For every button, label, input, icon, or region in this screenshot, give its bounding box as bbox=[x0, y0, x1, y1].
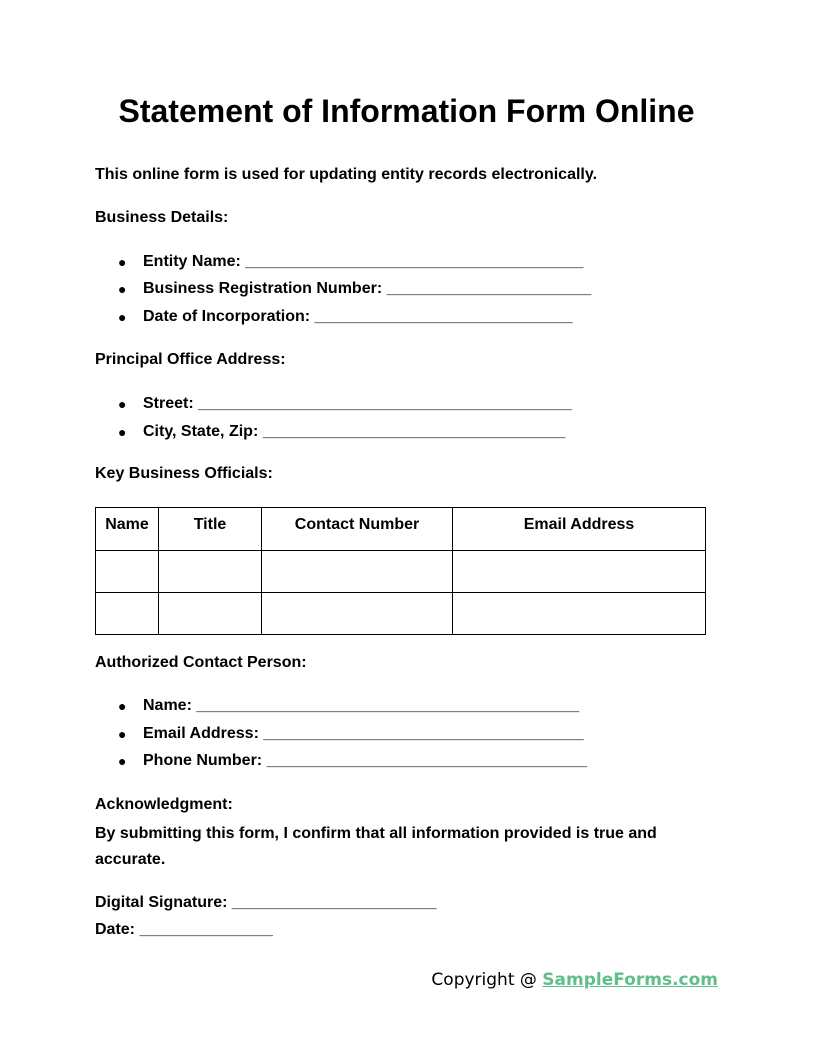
page-title: Statement of Information Form Online bbox=[118, 93, 695, 129]
table-cell[interactable] bbox=[453, 593, 706, 635]
street-field[interactable]: Street: __________________________________________ bbox=[143, 395, 572, 412]
bullet-icon: ● bbox=[118, 396, 127, 412]
principal-office-list bbox=[95, 394, 572, 442]
city-state-zip-field[interactable]: City, State, Zip: __________________________________ bbox=[143, 423, 566, 440]
column-header-email-address: Email Address bbox=[453, 508, 706, 551]
bullet-icon: ● bbox=[118, 753, 127, 769]
list-item bbox=[95, 252, 591, 272]
list-item bbox=[95, 696, 587, 716]
table-cell[interactable] bbox=[159, 551, 262, 593]
column-header-contact-number: Contact Number bbox=[262, 508, 453, 551]
contact-phone-field[interactable]: Phone Number: ____________________________________ bbox=[143, 752, 587, 769]
list-item bbox=[95, 724, 587, 744]
table-cell[interactable] bbox=[96, 593, 159, 635]
table-cell[interactable] bbox=[262, 551, 453, 593]
acknowledgment-heading: Acknowledgment: bbox=[95, 796, 233, 813]
bullet-icon: ● bbox=[118, 254, 127, 270]
bullet-icon: ● bbox=[118, 698, 127, 714]
table-row bbox=[96, 551, 706, 593]
incorporation-date-field[interactable]: Date of Incorporation: _____________________________ bbox=[143, 308, 573, 325]
entity-name-field[interactable]: Entity Name: ______________________________________ bbox=[143, 253, 584, 270]
principal-office-heading: Principal Office Address: bbox=[95, 351, 286, 368]
table-header-row bbox=[96, 508, 706, 551]
list-item bbox=[95, 751, 587, 771]
acknowledgment-body: By submitting this form, I confirm that all information provided is true and accurate. bbox=[95, 825, 657, 868]
contact-person-heading: Authorized Contact Person: bbox=[95, 654, 307, 671]
contact-person-list bbox=[95, 696, 587, 771]
registration-number-field[interactable]: Business Registration Number: _______________________ bbox=[143, 280, 592, 297]
column-header-name: Name bbox=[96, 508, 159, 551]
bullet-icon: ● bbox=[118, 726, 127, 742]
digital-signature-field[interactable]: Digital Signature: _______________________ bbox=[95, 894, 437, 911]
officials-table bbox=[95, 507, 706, 635]
bullet-icon: ● bbox=[118, 281, 127, 297]
bullet-icon: ● bbox=[118, 309, 127, 325]
copyright-footer bbox=[431, 969, 718, 991]
bullet-icon: ● bbox=[118, 424, 127, 440]
list-item bbox=[95, 394, 572, 414]
table-row bbox=[96, 593, 706, 635]
contact-name-field[interactable]: Name: ___________________________________________ bbox=[143, 697, 579, 714]
table-cell[interactable] bbox=[262, 593, 453, 635]
table-cell[interactable] bbox=[453, 551, 706, 593]
date-field[interactable]: Date: _______________ bbox=[95, 921, 273, 938]
intro-text: This online form is used for updating entity records electronically. bbox=[95, 166, 598, 183]
list-item bbox=[95, 279, 591, 299]
list-item bbox=[95, 307, 591, 327]
brand-link[interactable]: SampleForms.com bbox=[542, 970, 718, 990]
business-details-heading: Business Details: bbox=[95, 209, 229, 226]
contact-email-field[interactable]: Email Address: ____________________________________ bbox=[143, 725, 584, 742]
list-item bbox=[95, 422, 572, 442]
business-details-list bbox=[95, 252, 591, 327]
column-header-title: Title bbox=[159, 508, 262, 551]
copyright-text: Copyright @ bbox=[431, 970, 543, 990]
table-cell[interactable] bbox=[96, 551, 159, 593]
officials-heading: Key Business Officials: bbox=[95, 465, 273, 482]
table-cell[interactable] bbox=[159, 593, 262, 635]
